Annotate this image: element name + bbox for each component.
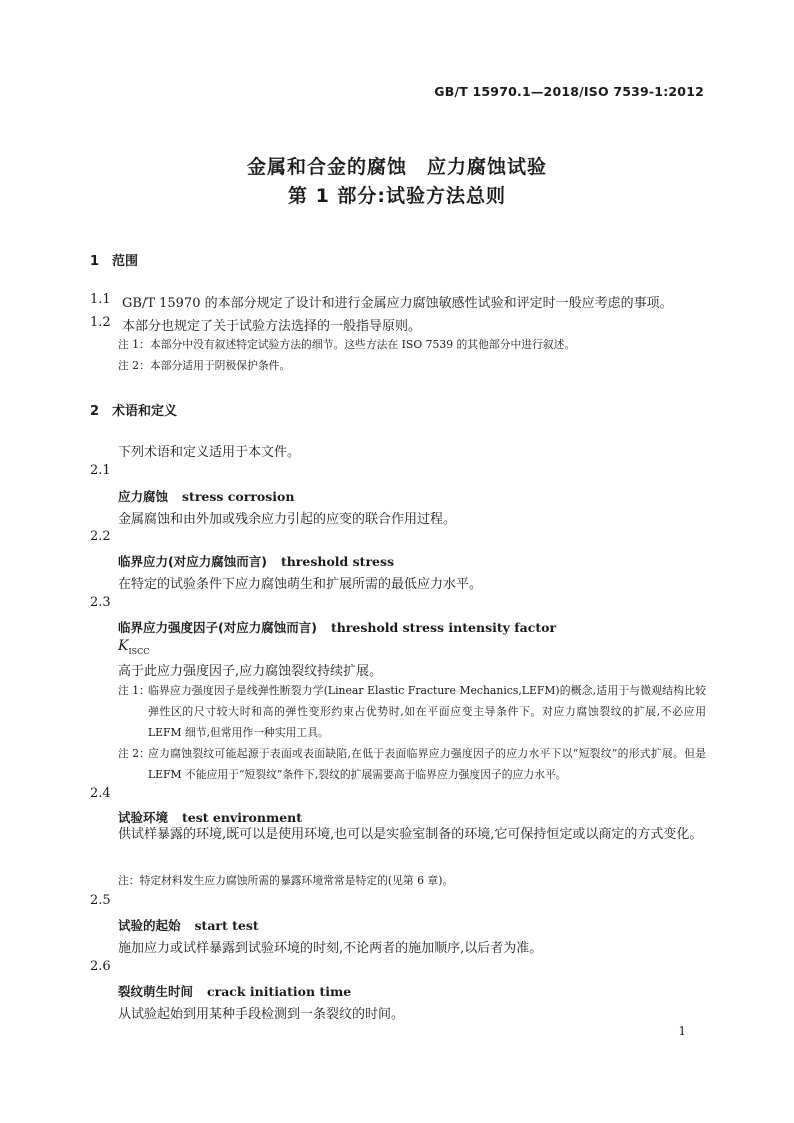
note-label: 注 1： — [118, 684, 150, 697]
note: 注 1：本部分中没有叙述特定试验方法的细节。这些方法在 ISO 7539 的其他部分中进行叙述。 — [118, 338, 576, 351]
section-2-heading: 2 术语和定义 — [90, 404, 178, 419]
term-chinese: 试验的起始 — [118, 918, 181, 933]
term-heading — [118, 617, 556, 636]
note-text: 临界应力强度因子是线弹性断裂力学(Linear Elastic Fracture Mechanics,LEFM)的概念,适用于与微观结构比较弹性区的尺寸较大时和高的弹性变形约束占优势时,如在平面应变主导条件下。对应力腐蚀裂纹的扩展,不必应用 LEFM 细节,但常用作一种实用工具。 — [148, 684, 706, 739]
term-definition: 金属腐蚀和由外加或残余应力引起的应变的联合作用过程。 — [118, 512, 457, 527]
document-title-line2: 第 1 部分:试验方法总则 — [287, 185, 507, 207]
document-title-line1: 金属和合金的腐蚀 应力腐蚀试验 — [246, 156, 547, 178]
page-number: 1 — [678, 1024, 686, 1038]
note — [118, 680, 706, 743]
term-english: stress corrosion — [182, 489, 295, 504]
section-intro: 下列术语和定义适用于本文件。 — [118, 445, 301, 460]
term-heading — [118, 486, 294, 505]
note — [118, 743, 706, 785]
term-definition: 在特定的试验条件下应力腐蚀萌生和扩展所需的最低应力水平。 — [118, 577, 483, 592]
term-definition: 从试验起始到用某种手段检测到一条裂纹的时间。 — [118, 1007, 405, 1022]
term-heading — [118, 981, 351, 1000]
clause-text: GB/T 15970 的本部分规定了设计和进行金属应力腐蚀敏感性试验和评定时一般应考虑的事项。 — [122, 296, 673, 311]
term-english: crack initiation time — [207, 984, 352, 999]
term-english: threshold stress — [280, 554, 395, 569]
term-english: start test — [194, 918, 259, 933]
symbol-subscript: ISCC — [128, 646, 150, 656]
standard-code: GB/T 15970.1—2018/ISO 7539-1:2012 — [434, 84, 704, 99]
term-number: 2.3 — [90, 595, 111, 610]
term-chinese: 临界应力强度因子(对应力腐蚀而言) — [118, 620, 317, 635]
term-number: 2.5 — [90, 893, 111, 908]
note: 注：特定材料发生应力腐蚀所需的暴露环境常常是特定的(见第 6 章)。 — [118, 874, 454, 887]
term-chinese: 应力腐蚀 — [118, 489, 169, 504]
term-number: 2.6 — [90, 959, 111, 974]
term-english: test environment — [182, 810, 303, 825]
symbol-letter: K — [118, 638, 129, 654]
note-label: 注 2： — [118, 747, 150, 760]
term-heading — [118, 551, 394, 570]
clause-number: 1.2 — [90, 315, 111, 330]
note-text: 应力腐蚀裂纹可能起源于表面或表面缺陷,在低于表面临界应力强度因子的应力水平下以“短裂纹”的形式扩展。但是 LEFM 不能应用于“短裂纹”条件下,裂纹的扩展需要高于临界应力强度因子的应力水平。 — [148, 747, 706, 781]
term-chinese: 试验环境 — [118, 810, 169, 825]
term-chinese: 裂纹萌生时间 — [118, 984, 194, 999]
note: 注 2：本部分适用于阴极保护条件。 — [118, 359, 291, 372]
term-number: 2.2 — [90, 529, 111, 544]
term-english: threshold stress intensity factor — [330, 620, 557, 635]
term-definition: 高于此应力强度因子,应力腐蚀裂纹持续扩展。 — [118, 664, 383, 679]
term-number: 2.4 — [90, 786, 111, 801]
term-symbol — [118, 638, 149, 656]
clause-text: 本部分也规定了关于试验方法选择的一般指导原则。 — [122, 319, 422, 334]
term-definition: 供试样暴露的环境,既可以是使用环境,也可以是实验室制备的环境,它可保持恒定或以商定的方式变化。 — [118, 827, 703, 842]
section-1-heading: 1 范围 — [90, 254, 139, 269]
term-chinese: 临界应力(对应力腐蚀而言) — [118, 554, 267, 569]
term-definition: 施加应力或试样暴露到试验环境的时刻,不论两者的施加顺序,以后者为准。 — [118, 941, 543, 956]
clause-number: 1.1 — [90, 292, 111, 307]
term-heading — [118, 915, 259, 934]
term-number: 2.1 — [90, 463, 111, 478]
